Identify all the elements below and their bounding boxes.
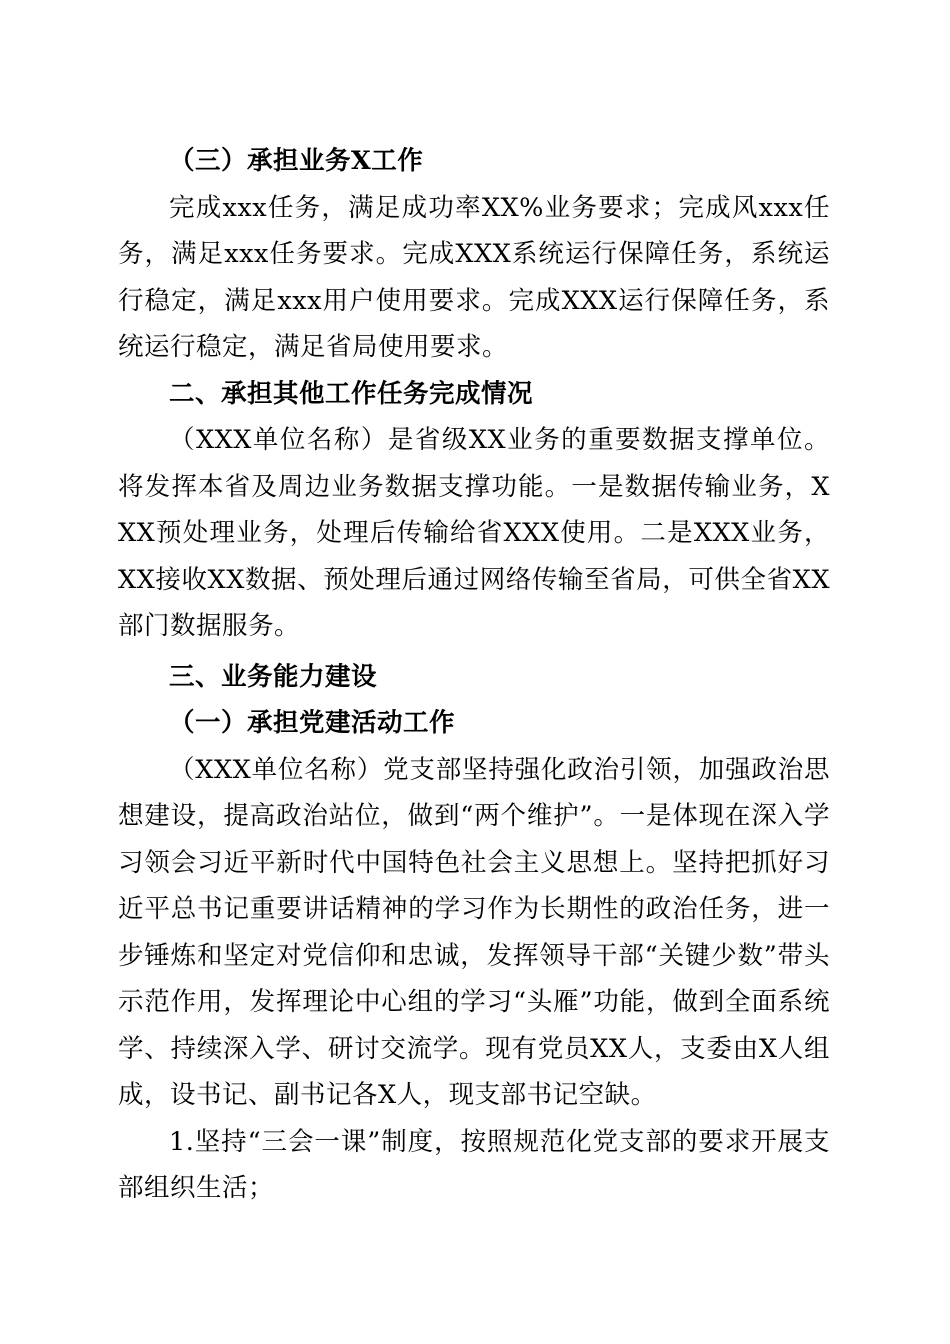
section-subheading-3: （三）承担业务X工作 xyxy=(169,146,424,176)
section-heading-2: 二、承担其他工作任务完成情况 xyxy=(169,378,534,409)
section-heading-2-body: （XXX单位名称）是省级XX业务的重要数据支撑单位。将发挥本省及周边业务数据支撑功能。一是数据传输业务，XXX预处理业务，处理后传输给省XXX使用。二是XXX业务，XX接收XX数据、预处理后通过网络传输至省局，可供全省XX部门数据服务。 xyxy=(118,425,830,641)
section-heading-3: 三、业务能力建设 xyxy=(169,661,378,692)
document-page xyxy=(118,138,830,1212)
section-3-subheading-1: （一）承担党建活动工作 xyxy=(169,708,456,738)
section-3-subheading-1-body: （XXX单位名称）党支部坚持强化政治引领，加强政治思想建设，提高政治站位，做到“两个维护”。一是体现在深入学习领会习近平新时代中国特色社会主义思想上。坚持把抓好习近平总书记重要讲话精神的学习作为长期性的政治任务，进一步锤炼和坚定对党信仰和忠诚，发挥领导干部“关键少数”带头示范作用，发挥理论中心组的学习“头雁”功能，做到全面系统学、持续深入学、研讨交流学。现有党员XX人，支委由X人组成，设书记、副书记各X人，现支部书记空缺。 xyxy=(118,754,830,1110)
list-item-1: 1.坚持“三会一课”制度，按照规范化党支部的要求开展支部组织生活； xyxy=(118,1126,830,1203)
section-subheading-3-body: 完成xxx任务，满足成功率XX%业务要求；完成风xxx任务，满足xxx任务要求。完成XXX系统运行保障任务，系统运行稳定，满足xxx用户使用要求。完成XXX运行保障任务，系统运行稳定，满足省局使用要求。 xyxy=(118,192,830,362)
